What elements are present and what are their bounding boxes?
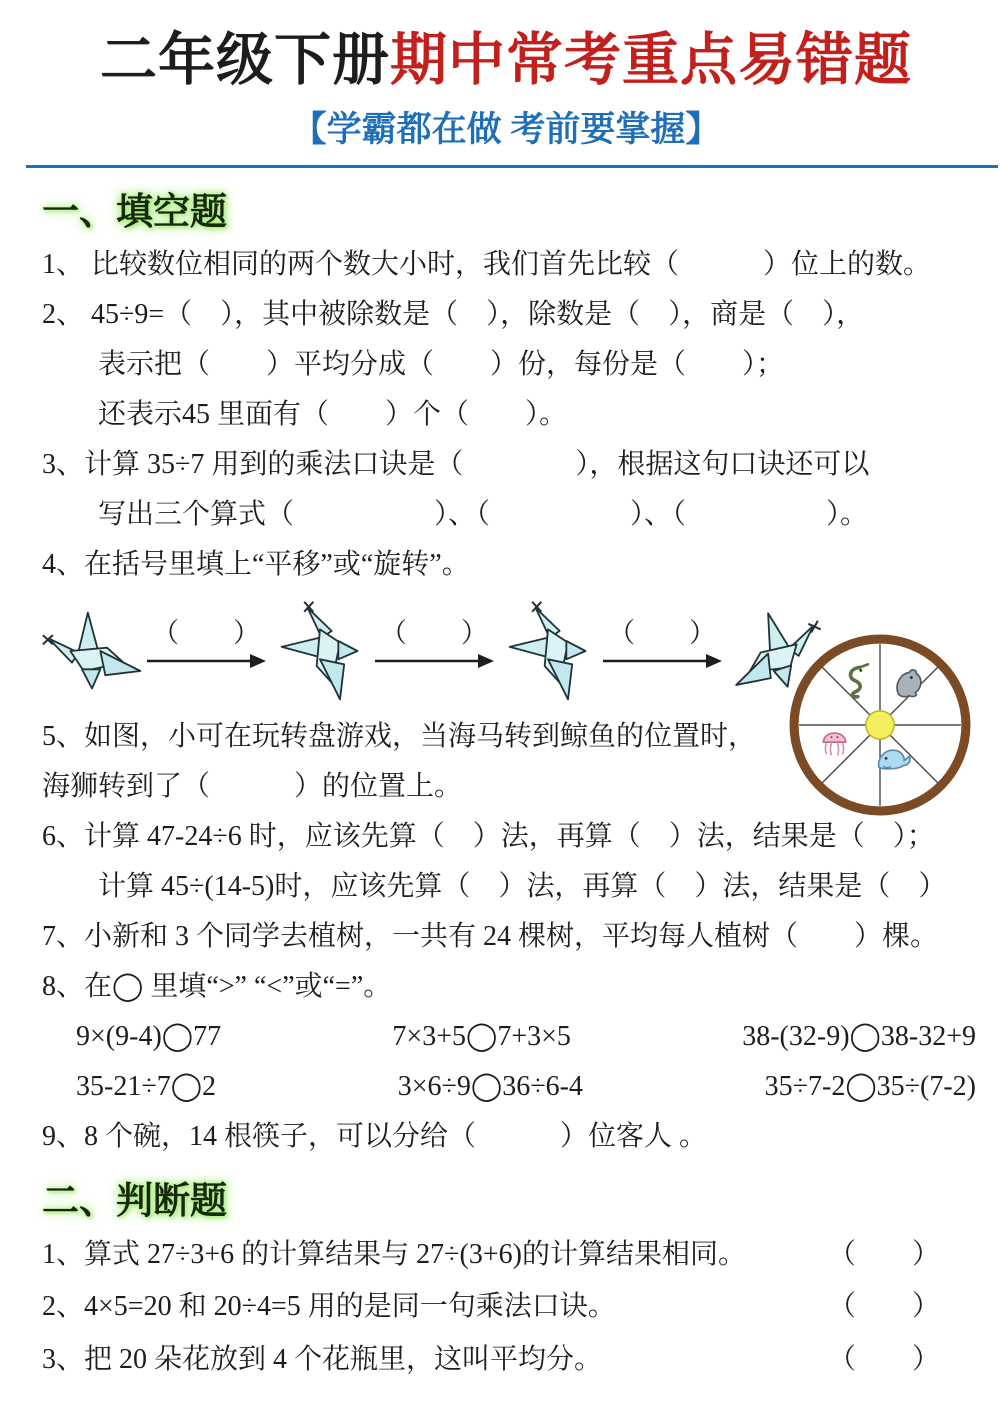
origami-crane-icon xyxy=(280,601,360,701)
judgment-1 xyxy=(42,1229,970,1282)
question-8: 8、在◯ 里填“>” “<”或“=”。 xyxy=(42,970,392,1002)
blank-parentheses: （ ） xyxy=(608,617,716,648)
transform-step-1 xyxy=(142,618,270,670)
question-3-line-1: 3、计算 35÷7 用到的乘法口诀是（ ），根据这句口诀还可以 xyxy=(42,448,870,480)
question-5-line-1: 5、如图，小可在玩转盘游戏，当海马转到鲸鱼的位置时， xyxy=(42,720,757,752)
expression: 35÷7-2◯35÷(7-2) xyxy=(764,1070,976,1102)
question-5-line-2: 海狮转到了（ ）的位置上。 xyxy=(42,770,463,802)
expression: 35-21÷7◯2 xyxy=(76,1070,217,1102)
page-title xyxy=(42,28,970,94)
question-3-line-2: 写出三个算式（ ）、（ ）、（ ）。 xyxy=(98,498,869,530)
title-grade: 二年级下册 xyxy=(100,29,390,92)
transform-step-3 xyxy=(598,618,726,670)
question-8-expression-row-1 xyxy=(42,1012,976,1062)
question-2-line-1: 2、 45÷9=（ ），其中被除数是（ ），除数是（ ），商是（ ）， xyxy=(42,298,865,330)
origami-crane-icon xyxy=(42,611,142,691)
blank-parentheses: （ ） xyxy=(827,1291,940,1323)
question-1: 1、 比较数位相同的两个数大小时，我们首先比较（ ）位上的数。 xyxy=(42,248,932,280)
question-9: 9、8 个碗，14 根筷子，可以分给（ ）位客人 。 xyxy=(42,1120,708,1152)
question-6-line-1: 6、计算 47-24÷6 时，应该先算（ ）法，再算（ ）法，结果是（ ）； xyxy=(42,820,935,852)
arrow-right-icon xyxy=(373,648,495,670)
title-topic: 期中常考重点易错题 xyxy=(390,29,912,92)
arrow-right-icon xyxy=(601,648,723,670)
question-4: 4、在括号里填上“平移”或“旋转”。 xyxy=(42,548,470,580)
question-2-line-3: 还表示45 里面有（ ）个（ ）。 xyxy=(98,398,568,430)
expression: 38-(32-9)◯38-32+9 xyxy=(742,1020,976,1052)
spinner-wheel-figure xyxy=(788,633,972,817)
question-8-expression-row-2 xyxy=(42,1062,976,1112)
blank-parentheses: （ ） xyxy=(827,1343,940,1375)
section-heading-true-false: 二、判断题 xyxy=(42,1180,227,1222)
blank-parentheses: （ ） xyxy=(827,1238,940,1270)
expression: 9×(9-4)◯77 xyxy=(76,1020,222,1052)
section-heading-fill-in-blanks: 一、填空题 xyxy=(42,191,227,233)
judgment-2 xyxy=(42,1281,970,1334)
arrow-right-icon xyxy=(145,648,267,670)
judgment-text: 2、4×5=20 和 20÷4=5 用的是同一句乘法口诀。 xyxy=(42,1291,616,1323)
question-2-line-2: 表示把（ ）平均分成（ ）份，每份是（ ）； xyxy=(98,348,785,380)
transform-step-2 xyxy=(370,618,498,670)
page-subtitle: 【学霸都在做 考前要掌握】 xyxy=(291,109,721,149)
question-7: 7、小新和 3 个同学去植树，一共有 24 棵树，平均每人植树（ ）棵。 xyxy=(42,920,939,952)
judgment-3 xyxy=(42,1334,970,1387)
divider-line xyxy=(26,165,998,168)
question-6-line-2: 计算 45÷(14-5)时，应该先算（ ）法，再算（ ）法，结果是（ ） xyxy=(98,870,947,902)
wheel-hub xyxy=(866,711,894,739)
judgment-text: 3、把 20 朵花放到 4 个花瓶里，这叫平均分。 xyxy=(42,1343,603,1375)
blank-parentheses: （ ） xyxy=(380,617,488,648)
expression: 7×3+5◯7+3×5 xyxy=(392,1020,571,1052)
blank-parentheses: （ ） xyxy=(152,617,260,648)
expression: 3×6÷9◯36÷6-4 xyxy=(397,1070,583,1102)
origami-crane-icon xyxy=(508,601,588,701)
judgment-text: 1、算式 27÷3+6 的计算结果与 27÷(3+6)的计算结果相同。 xyxy=(42,1238,746,1270)
